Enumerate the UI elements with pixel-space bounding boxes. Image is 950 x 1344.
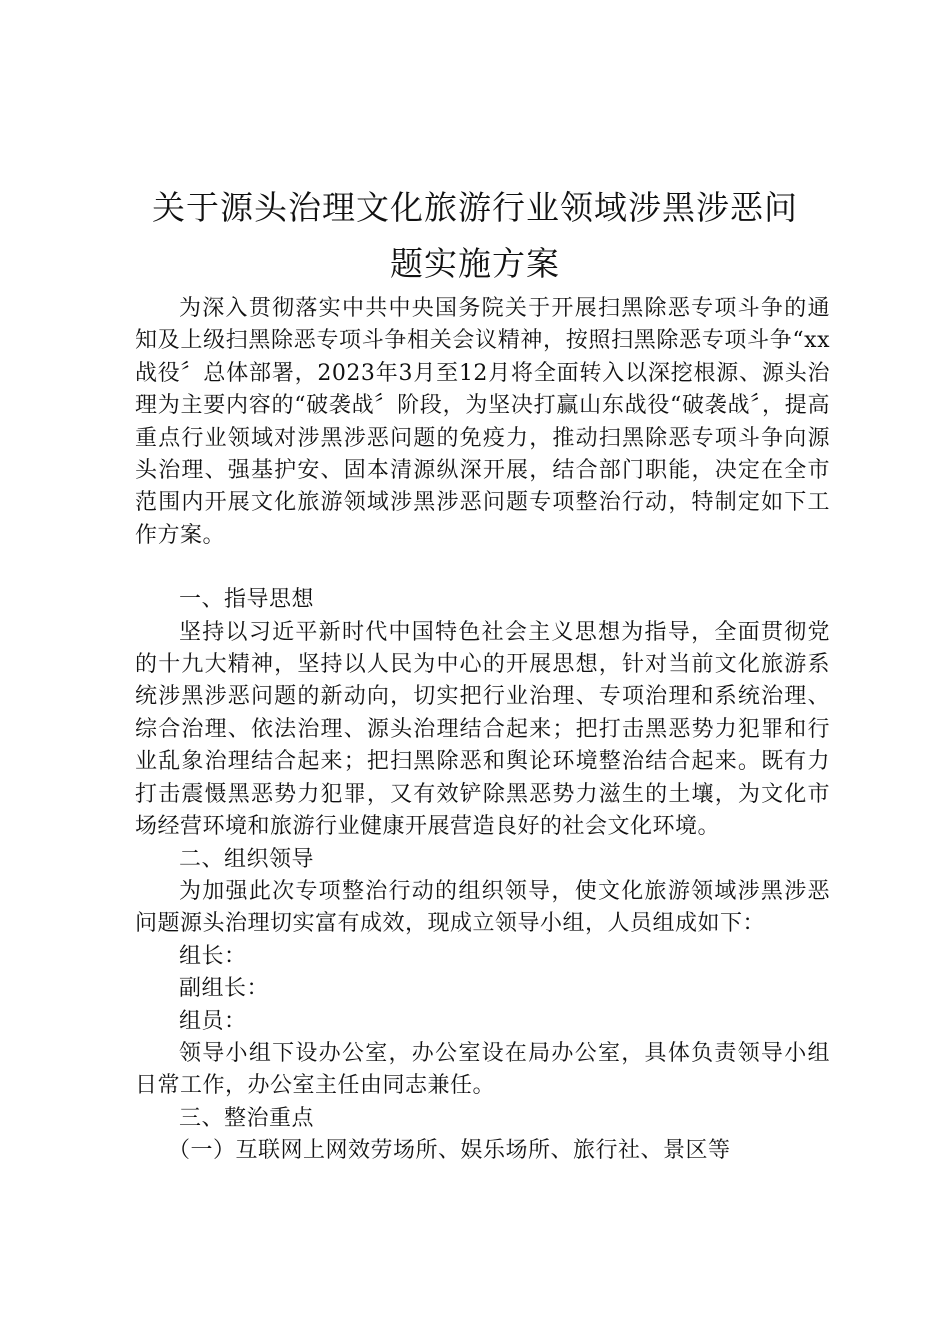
section-3-heading: 三、整治重点 — [179, 1105, 315, 1131]
section-1-paragraph: 坚持以习近平新时代中国特色社会主义思想为指导，全面贯彻党的十九大精神，坚持以人民为中心的开展思想，针对当前文化旅游系统涉黑涉恶问题的新动向，切实把行业治理、专项治理和系统治理、综合治理、依法治理、源头治理结合起来；把打击黑恶势力犯罪和行业乱象治理结合起来；把扫黑除恶和舆论环境整治结合起来。既有力打击震慑黑恶势力犯罪，又有效铲除黑恶势力滋生的土壤，为文化市场经营环境和旅游行业健康开展营造良好的社会文化环境。 — [135, 619, 830, 840]
members-line: 组员： — [179, 1008, 247, 1034]
intro-paragraph: 为深入贯彻落实中共中央国务院关于开展扫黑除恶专项斗争的通知及上级扫黑除恶专项斗争相关会议精神，按照扫黑除恶专项斗争“xx战役〞总体部署，2023年3月至12月将全面转入以深挖根源、源头治理为主要内容的“破袭战〞阶段，为坚决打赢山东战役“破袭战〞，提高重点行业领域对涉黑涉恶问题的免疫力，推动扫黑除恶专项斗争向源头治理、强基护安、固本清源纵深开展，结合部门职能，决定在全市范围内开展文化旅游领域涉黑涉恶问题专项整治行动，特制定如下工作方案。 — [135, 296, 830, 548]
section-1-heading: 一、指导思想 — [179, 587, 315, 613]
section-3-item-1: （一）互联网上网效劳场所、娱乐场所、旅行社、景区等 — [168, 1138, 731, 1164]
office-paragraph: 领导小组下设办公室，办公室设在局办公室，具体负责领导小组日常工作，办公室主任由同志兼任。 — [135, 1040, 830, 1099]
section-2-paragraph: 为加强此次专项整治行动的组织领导，使文化旅游领域涉黑涉恶问题源头治理切实富有成效，现成立领导小组，人员组成如下： — [135, 878, 830, 937]
document-title-line-1: 关于源头治理文化旅游行业领域涉黑涉恶问 — [152, 188, 798, 227]
leader-line: 组长： — [179, 943, 247, 969]
document-body — [135, 293, 830, 1168]
deputy-leader-line: 副组长： — [179, 976, 270, 1002]
section-2-heading: 二、组织领导 — [179, 846, 315, 872]
document-title-line-2: 题实施方案 — [390, 244, 560, 283]
